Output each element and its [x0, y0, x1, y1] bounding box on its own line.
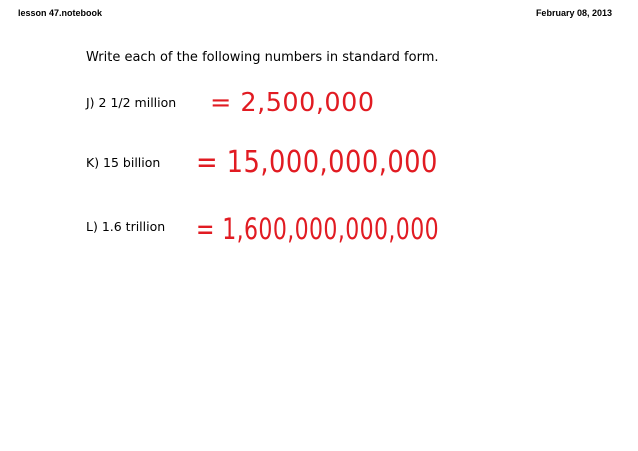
problem-k-label: K) 15 billion — [86, 155, 161, 170]
problem-l-label: L) 1.6 trillion — [86, 219, 166, 234]
problem-j-label: J) 2 1/2 million — [86, 95, 177, 110]
page-date: February 08, 2013 — [535, 8, 612, 18]
notebook-filename: lesson 47.notebook — [18, 8, 103, 18]
problem-k-answer: = 15,000,000,000 — [196, 145, 438, 180]
instruction-text: Write each of the following numbers in standard form. — [86, 50, 439, 65]
problem-j-answer: = 2,500,000 — [210, 88, 375, 118]
problem-l-answer: = 1,600,000,000,000 — [196, 212, 440, 246]
